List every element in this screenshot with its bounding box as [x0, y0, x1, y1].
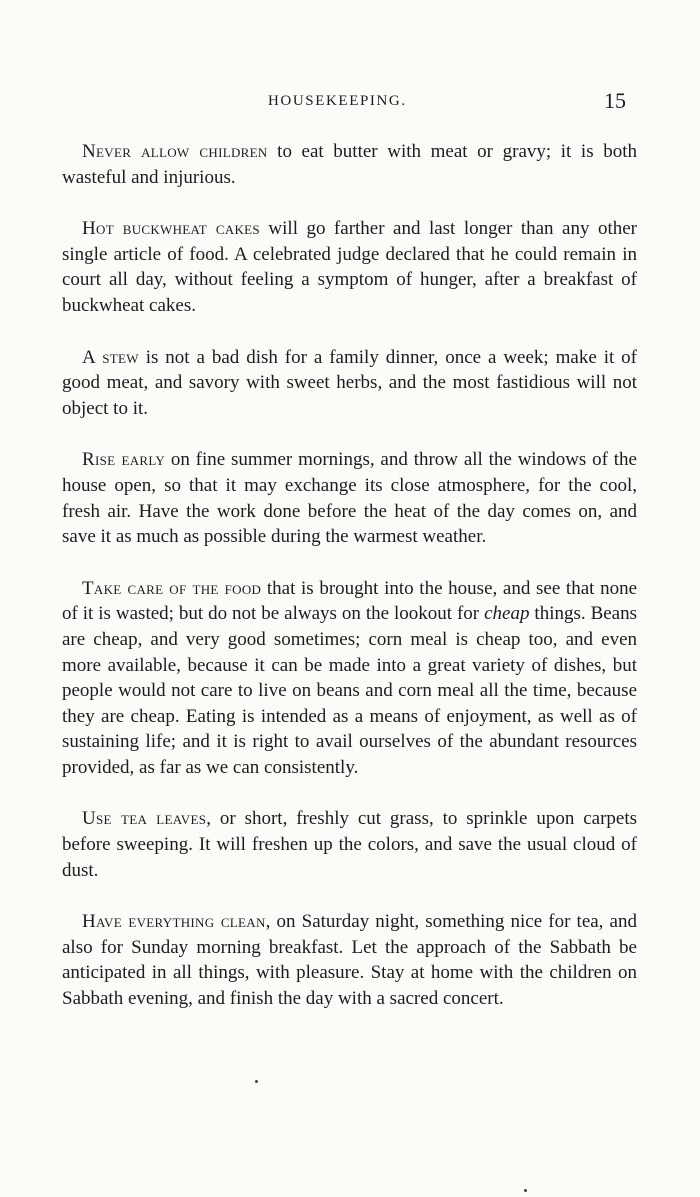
paragraph-stew	[62, 345, 637, 422]
paragraph-lead: Take care of the food	[82, 577, 262, 599]
paragraph-lead: Have everything clean	[82, 911, 266, 933]
paragraph-care-of-food	[62, 576, 637, 781]
paragraph-lead: Use tea leaves	[82, 808, 207, 830]
paragraph-text-after: things. Beans are cheap, and very good sometimes; corn meal is cheap too, and even more available, because it can be made into a great variety of dishes, but people would not care to live on beans and corn meal all the time, because they are cheap. Eating is intended as a means of enjoyment, as well as of sustaining life; and it is right to avail ourselves of the abundant resources provided, as far as we can consistently.	[62, 603, 637, 778]
paragraph-lead: Rise early	[82, 449, 166, 471]
running-head	[0, 88, 700, 118]
paragraph-buckwheat-cakes	[62, 216, 637, 318]
running-title: HOUSEKEEPING.	[268, 93, 407, 109]
paragraph-tea-leaves	[62, 806, 637, 883]
paragraph-italic-word: cheap	[484, 603, 530, 625]
paragraph-everything-clean	[62, 909, 637, 1011]
paragraph-rise-early	[62, 447, 637, 549]
body-text	[62, 139, 637, 1038]
ink-speck	[255, 1080, 258, 1083]
page-number: 15	[604, 88, 626, 113]
paragraph-children-butter	[62, 139, 637, 190]
paragraph-lead: Never allow children	[82, 141, 268, 162]
ink-speck	[524, 1189, 527, 1192]
paragraph-lead: A stew	[82, 346, 139, 368]
paragraph-lead: Hot buckwheat cakes	[82, 218, 260, 240]
paragraph-text: , or short, freshly cut grass, to sprinkle upon carpets before sweeping. It will freshen up the colors, and save the usual cloud of dust.	[62, 808, 638, 881]
paragraph-text-before: that is brought into the house, and see that none of it is wasted; but do not be always on the lookout for	[62, 577, 637, 625]
paragraph-text: will go farther and last longer than any other single article of food. A celebrated judge declared that he could remain in court all day, without feeling a symptom of hunger, after a breakfast of buckwheat cakes.	[62, 218, 637, 316]
paragraph-text: , on Saturday night, something nice for tea, and also for Sunday morning breakfast. Let the approach of the Sabbath be anticipated in all things, with pleasure. Stay at home with the children on Sabbath evening, and finish the day with a sacred concert.	[62, 911, 637, 1010]
paragraph-text: to eat butter with meat or gravy; it is both wasteful and injurious.	[62, 141, 637, 188]
paragraph-text: is not a bad dish for a family dinner, once a week; make it of good meat, and savory with sweet herbs, and the most fastidious will not object to it.	[62, 346, 637, 419]
paragraph-text: on fine summer mornings, and throw all the windows of the house open, so that it may exchange its close atmosphere, for the cool, fresh air. Have the work done before the heat of the day comes on, and save it as much as possible during the warmest weather.	[62, 449, 637, 548]
